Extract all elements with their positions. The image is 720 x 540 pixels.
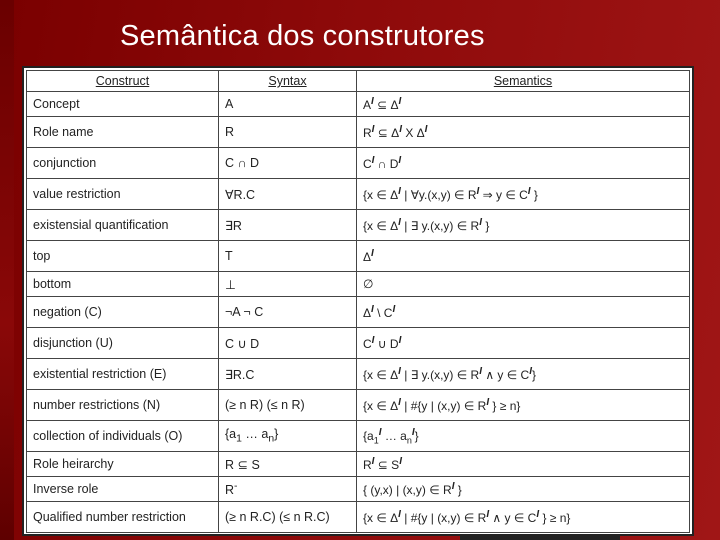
syntax-cell: C ∪ D bbox=[219, 328, 357, 359]
syntax-cell: (≥ n R) (≤ n R) bbox=[219, 390, 357, 421]
header-construct: Construct bbox=[27, 71, 219, 92]
semantics-cell: {$a_1^I$ … $a_n^I$} bbox=[357, 421, 690, 452]
table-row bbox=[27, 452, 690, 477]
table-row bbox=[27, 148, 690, 179]
header-syntax: Syntax bbox=[219, 71, 357, 92]
construct-cell: top bbox=[27, 241, 219, 272]
table-row bbox=[27, 477, 690, 502]
syntax-cell: R- bbox=[219, 477, 357, 502]
constructors-table-panel bbox=[22, 66, 694, 536]
semantics-cell: {x ∈ $\Delta^I$ | #{y | (x,y) ∈ $R^I$ } ≥ n} bbox=[357, 390, 690, 421]
table-row bbox=[27, 359, 690, 390]
construct-cell: Qualified number restriction bbox=[27, 502, 219, 533]
syntax-cell: ∀R.C bbox=[219, 179, 357, 210]
syntax-cell: A bbox=[219, 92, 357, 117]
syntax-cell: {$a_1$ … $a_n$} bbox=[219, 421, 357, 452]
left-accent-band bbox=[0, 0, 14, 540]
table-row bbox=[27, 390, 690, 421]
construct-cell: Role name bbox=[27, 117, 219, 148]
bottom-strip bbox=[460, 534, 620, 540]
construct-cell: number restrictions (N) bbox=[27, 390, 219, 421]
table-header-row bbox=[27, 71, 690, 92]
table-row bbox=[27, 502, 690, 533]
construct-cell: disjunction (U) bbox=[27, 328, 219, 359]
construct-cell: Role heirarchy bbox=[27, 452, 219, 477]
construct-cell: existential restriction (E) bbox=[27, 359, 219, 390]
syntax-cell: (≥ n R.C) (≤ n R.C) bbox=[219, 502, 357, 533]
table-row bbox=[27, 328, 690, 359]
syntax-cell: R ⊆ S bbox=[219, 452, 357, 477]
header-semantics: Semantics bbox=[357, 71, 690, 92]
slide-title: Semântica dos construtores bbox=[120, 20, 485, 52]
construct-cell: negation (C) bbox=[27, 297, 219, 328]
semantics-cell: $\Delta^I$ bbox=[357, 241, 690, 272]
construct-cell: Concept bbox=[27, 92, 219, 117]
syntax-cell: C ∩ D bbox=[219, 148, 357, 179]
table-row bbox=[27, 179, 690, 210]
semantics-cell: {x ∈ $\Delta^I$ | ∃ y.(x,y) ∈ $R^I$ } bbox=[357, 210, 690, 241]
semantics-cell: $R^I$ ⊆ $S^I$ bbox=[357, 452, 690, 477]
semantics-cell: $R^I$ ⊆ $\Delta^I$ X $\Delta^I$ bbox=[357, 117, 690, 148]
syntax-cell: ¬A ¬ C bbox=[219, 297, 357, 328]
semantics-cell: ∅ bbox=[357, 272, 690, 297]
semantics-cell: {x ∈ $\Delta^I$ | ∀y.(x,y) ∈ $R^I$ ⇒ y ∈ $C^I$ } bbox=[357, 179, 690, 210]
syntax-cell: R bbox=[219, 117, 357, 148]
syntax-cell: ∃R bbox=[219, 210, 357, 241]
syntax-cell: T bbox=[219, 241, 357, 272]
construct-cell: conjunction bbox=[27, 148, 219, 179]
table-row bbox=[27, 297, 690, 328]
construct-cell: Inverse role bbox=[27, 477, 219, 502]
semantics-cell: $C^I$ ∪ $D^I$ bbox=[357, 328, 690, 359]
construct-cell: existensial quantification bbox=[27, 210, 219, 241]
semantics-cell: {x ∈ $\Delta^I$ | #{y | (x,y) ∈ $R^I$ ∧ y ∈ $C^I$ } ≥ n} bbox=[357, 502, 690, 533]
construct-cell: bottom bbox=[27, 272, 219, 297]
semantics-cell: $A^I$ ⊆ $\Delta^I$ bbox=[357, 92, 690, 117]
construct-cell: collection of individuals (O) bbox=[27, 421, 219, 452]
table-row bbox=[27, 117, 690, 148]
semantics-cell: {x ∈ $\Delta^I$ | ∃ y.(x,y) ∈ $R^I$ ∧ y ∈ $C^I$} bbox=[357, 359, 690, 390]
table-row bbox=[27, 210, 690, 241]
constructors-table bbox=[26, 70, 690, 533]
construct-cell: value restriction bbox=[27, 179, 219, 210]
table-row bbox=[27, 272, 690, 297]
semantics-cell: $C^I$ ∩ $D^I$ bbox=[357, 148, 690, 179]
table-row bbox=[27, 421, 690, 452]
table-row bbox=[27, 92, 690, 117]
semantics-cell: { (y,x) | (x,y) ∈ $R^I$ } bbox=[357, 477, 690, 502]
semantics-cell: $\Delta^I$ \ $C^I$ bbox=[357, 297, 690, 328]
syntax-cell: ⊥ bbox=[219, 272, 357, 297]
table-row bbox=[27, 241, 690, 272]
syntax-cell: ∃R.C bbox=[219, 359, 357, 390]
